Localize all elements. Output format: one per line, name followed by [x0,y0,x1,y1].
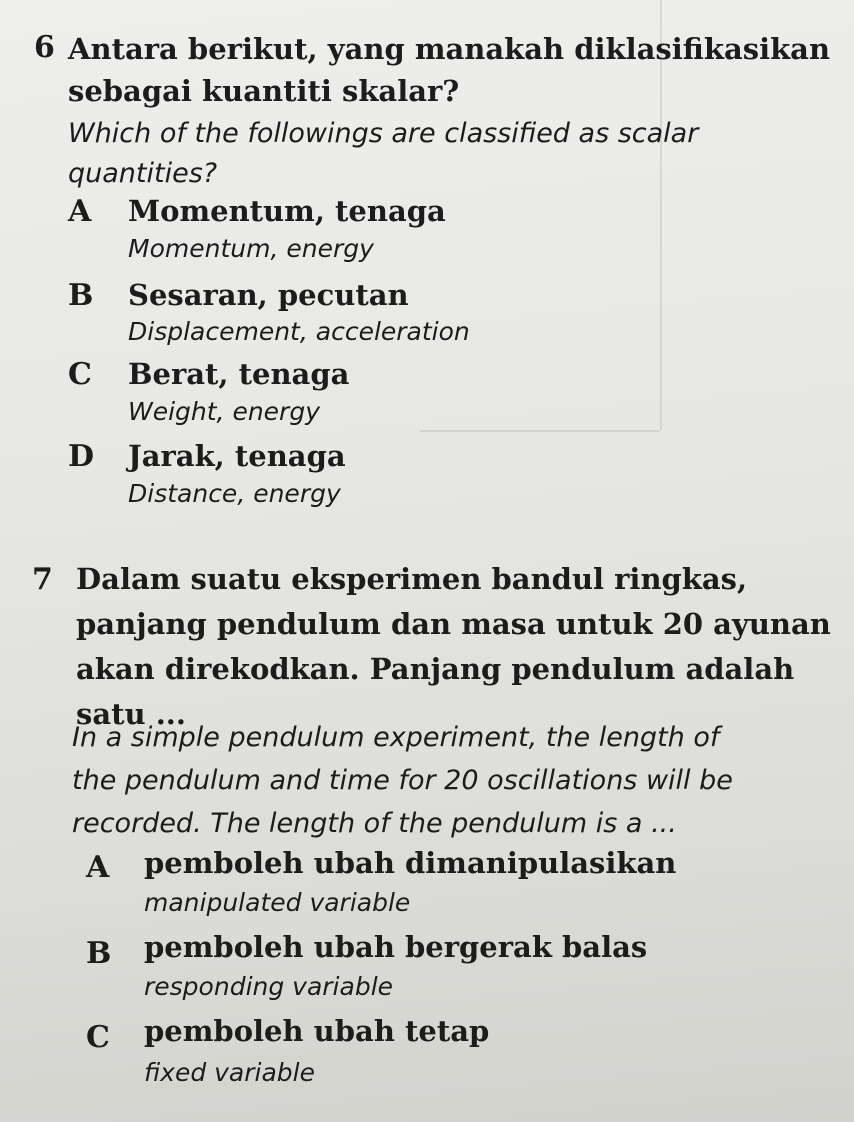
option-text-ms: pemboleh ubah tetap [144,1014,490,1048]
option-letter: C [68,357,92,392]
option-letter: A [68,194,92,229]
question-line: Dalam suatu eksperimen bandul ringkas, [76,562,748,596]
option-letter: C [86,1020,110,1055]
option-text-ms: Jarak, tenaga [128,439,346,473]
question-number: 6 [34,30,55,65]
show-through-line [420,430,660,432]
question-line: quantities? [68,158,218,189]
question-line: the pendulum and time for 20 oscillations will be [72,765,733,796]
question-text-en [72,716,772,845]
option-text-en: Momentum, energy [128,234,374,263]
option-text-en: Distance, energy [128,479,341,508]
question-text-ms [68,28,831,112]
question-line: Which of the followings are classified as scalar [68,118,699,149]
option-text-ms: pemboleh ubah bergerak balas [144,930,648,964]
option-text-en: fixed variable [144,1058,315,1087]
question-line: satu ... [76,697,186,731]
question-text-ms [76,557,831,737]
option-text-en: Displacement, acceleration [128,317,470,346]
option-text-ms: Sesaran, pecutan [128,278,409,312]
option-text-en: manipulated variable [144,888,411,917]
option-text-en: Weight, energy [128,397,321,426]
option-letter: B [68,278,94,313]
question-line: In a simple pendulum experiment, the length of [72,722,720,753]
option-text-en: responding variable [144,972,394,1001]
question-number: 7 [32,562,53,597]
option-text-ms: Momentum, tenaga [128,194,446,228]
question-text-en [68,114,788,194]
option-letter: A [86,850,110,885]
option-letter: B [86,936,112,971]
question-line: Antara berikut, yang manakah diklasifikasikan [68,32,831,66]
question-line: recorded. The length of the pendulum is a ... [72,808,677,839]
question-line: akan direkodkan. Panjang pendulum adalah [76,652,795,686]
option-text-ms: Berat, tenaga [128,357,350,391]
option-letter: D [68,439,95,474]
option-text-ms: pemboleh ubah dimanipulasikan [144,846,677,880]
question-line: sebagai kuantiti skalar? [68,74,460,108]
question-line: panjang pendulum dan masa untuk 20 ayunan [76,607,831,641]
